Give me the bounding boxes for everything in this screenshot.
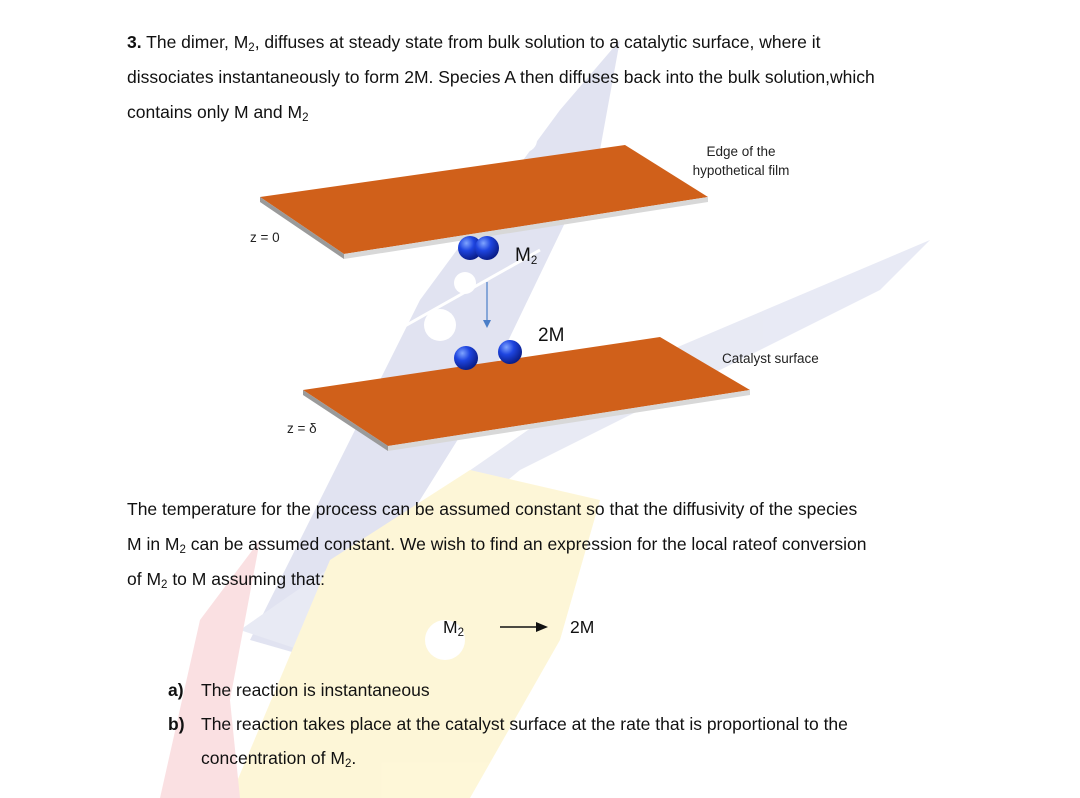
subscript: 2	[179, 544, 186, 556]
edge-of-film-label	[676, 142, 806, 180]
paragraph2-line-1: The temperature for the process can be assumed constant so that the diffusivity of the species	[127, 499, 858, 519]
problem-line-3a: contains only M and M	[127, 102, 303, 122]
list-marker: a)	[168, 680, 184, 700]
assumption-paragraph	[127, 492, 943, 597]
problem-number: 3.	[127, 32, 142, 52]
paragraph2-line-3b: to M assuming that:	[167, 569, 326, 589]
reaction-product: 2M	[570, 617, 595, 637]
m2-label	[515, 245, 537, 267]
reaction-reactant	[443, 617, 464, 638]
catalyst-plate	[303, 337, 750, 451]
dimer-atom-2	[475, 236, 499, 260]
list-marker: b)	[168, 714, 185, 734]
list-item-b-line-1: The reaction takes place at the catalyst surface at the rate that is proportional to the	[201, 714, 848, 734]
paragraph2-line-3	[127, 562, 943, 597]
problem-line-2: dissociates instantaneously to form 2M. Species A then diffuses back into the bulk solution,which	[127, 67, 875, 87]
list-item-b-line-2	[201, 741, 944, 775]
paragraph2-line-2b: can be assumed constant. We wish to find an expression for the local rateof conversion	[185, 534, 867, 554]
subscript: 2	[530, 255, 538, 267]
product-atom-1	[454, 346, 478, 370]
m2-label-text: M	[515, 245, 531, 266]
problem-line-1b: , diffuses at steady state from bulk solution to a catalytic surface, where it	[254, 32, 821, 52]
diffusion-arrow	[483, 282, 491, 328]
paragraph2-line-2	[127, 527, 943, 562]
edge-label-line-2: hypothetical film	[692, 163, 790, 178]
subscript: 2	[302, 112, 309, 124]
paragraph2-line-2a: M in M	[127, 534, 180, 554]
subscript: 2	[248, 42, 255, 54]
catalyst-surface-label: Catalyst surface	[722, 351, 819, 366]
list-item-text: The reaction is instantaneous	[201, 680, 430, 700]
subscript: 2	[344, 758, 352, 770]
edge-label-line-1: Edge of the	[706, 144, 776, 159]
list-item-b-line-2a: concentration of M	[201, 748, 345, 768]
problem-line-1a: The dimer, M	[146, 32, 249, 52]
subscript: 2	[457, 627, 464, 639]
list-item-text	[201, 707, 944, 775]
product-atom-2	[498, 340, 522, 364]
z0-label: z = 0	[250, 230, 280, 245]
paragraph2-line-3a: of M	[127, 569, 162, 589]
product-label: 2M	[538, 325, 565, 346]
list-item-b-line-2b: .	[351, 748, 357, 768]
subscript: 2	[161, 579, 168, 591]
reactant-text: M	[443, 617, 458, 637]
z-delta-label: z = δ	[287, 421, 317, 436]
reaction-arrow-icon	[500, 620, 548, 634]
